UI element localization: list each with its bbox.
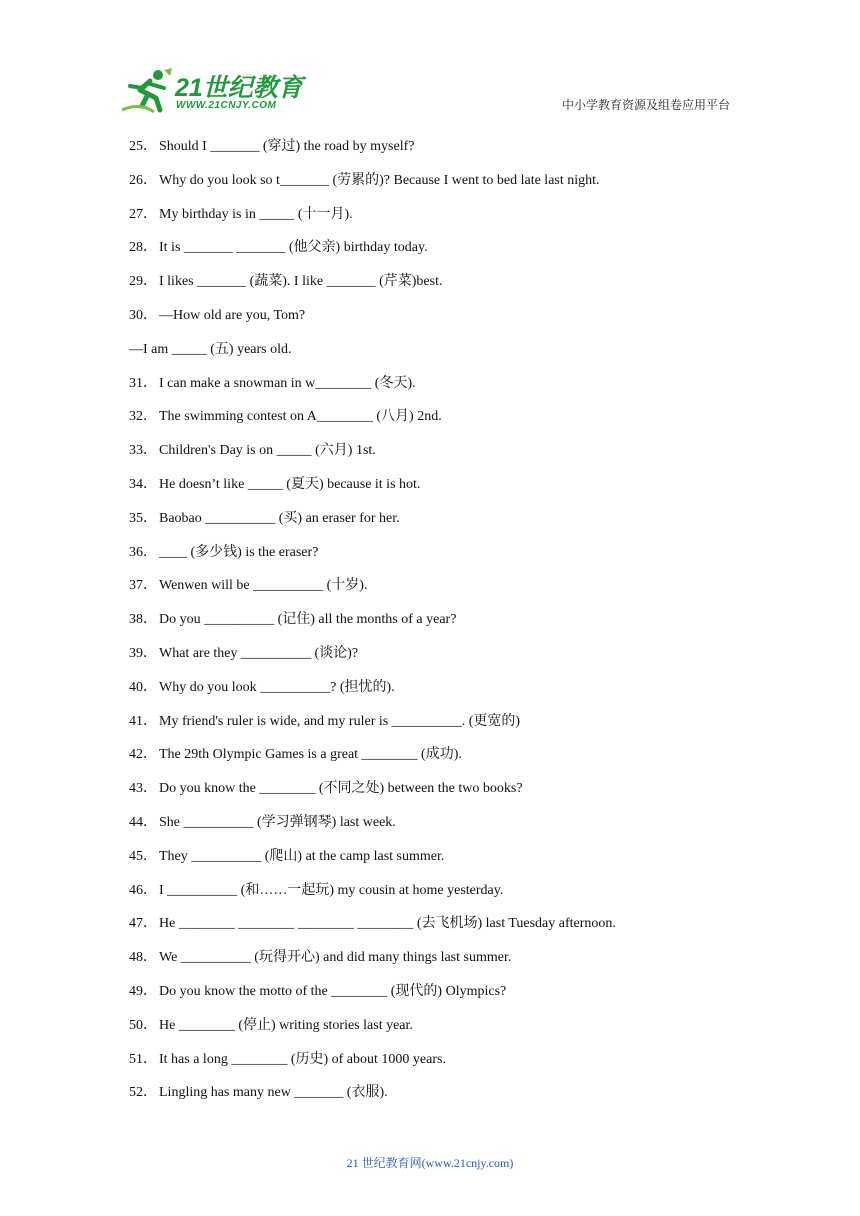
question-text: She __________ (学习弹钢琴) last week. [159,814,396,830]
question-list [129,137,749,1117]
question-item [129,475,749,509]
question-item [129,205,749,239]
site-logo[interactable] [120,66,303,116]
question-text: Should I _______ (穿过) the road by myself? [159,139,415,154]
question-item [129,745,749,779]
question-text: —I am _____ (五) years old. [129,341,292,357]
question-item [129,712,749,746]
question-number: 37． [129,578,157,594]
question-number: 29． [129,274,157,290]
question-number: 49． [129,983,157,999]
question-item [129,847,749,881]
question-text: I __________ (和……一起玩) my cousin at home yesterday. [159,882,504,898]
question-number: 30． [129,307,157,323]
question-text: What are they __________ (谈论)? [159,645,359,661]
question-item [129,813,749,847]
question-text: It has a long ________ (历史) of about 1000 years. [159,1051,446,1067]
question-text: He ________ (停止) writing stories last year. [159,1017,413,1033]
question-number: 47． [129,916,157,932]
question-text: We __________ (玩得开心) and did many things last summer. [159,950,512,966]
question-number: 48． [129,950,157,966]
question-item [129,374,749,408]
question-item [129,982,749,1016]
question-item [129,914,749,948]
question-item [129,1083,749,1117]
question-number: 34． [129,476,157,492]
question-number: 50． [129,1017,157,1033]
logo-url: WWW.21CNJY.COM [176,100,277,111]
question-number: 33． [129,443,157,459]
question-number: 28． [129,240,157,256]
question-item [129,576,749,610]
question-item [129,441,749,475]
question-text: Children's Day is on _____ (六月) 1st. [159,443,376,459]
question-number: 41． [129,713,157,729]
platform-tagline: 中小学教育资源及组卷应用平台 [561,98,730,112]
question-number: 26． [129,172,157,188]
question-item [129,272,749,306]
question-item [129,238,749,272]
question-number: 45． [129,848,157,864]
page-header [0,0,860,120]
question-text: He ________ ________ ________ ________ (去飞机场) last Tuesday afternoon. [159,916,616,932]
question-text: It is _______ _______ (他父亲) birthday today. [159,240,428,256]
question-text: I likes _______ (蔬菜). I like _______ (芹菜)best. [159,274,443,290]
footer-link[interactable]: 21 世纪教育网(www.21cnjy.com) [346,1156,514,1170]
question-text: Baobao __________ (买) an eraser for her. [159,510,400,526]
question-item [129,678,749,712]
question-text: The swimming contest on A________ (八月) 2nd. [159,409,442,425]
question-item [129,948,749,982]
question-number: 46． [129,882,157,898]
question-item [129,1050,749,1084]
question-text: He doesn’t like _____ (夏天) because it is hot. [159,476,421,492]
question-text: ____ (多少钱) is the eraser? [159,544,319,560]
question-number: 38． [129,612,157,628]
question-item [129,407,749,441]
question-text: Why do you look __________? (担忧的). [159,679,395,695]
question-item [129,543,749,577]
question-text: —How old are you, Tom? [159,307,306,323]
question-number: 52． [129,1085,157,1101]
question-item [129,306,749,340]
question-number: 35． [129,510,157,526]
question-text: Do you __________ (记住) all the months of a year? [159,612,457,628]
question-item [129,610,749,644]
question-text: Why do you look so t_______ (劳累的)? Because I went to bed late last night. [159,172,600,188]
question-text: Do you know the ________ (不同之处) between the two books? [159,781,523,797]
question-text: I can make a snowman in w________ (冬天). [159,375,416,391]
question-item [129,1016,749,1050]
question-item [129,881,749,915]
question-number: 31． [129,375,157,391]
question-number: 32． [129,409,157,425]
question-text: The 29th Olympic Games is a great ________ (成功). [159,747,462,763]
question-text: Do you know the motto of the ________ (现代的) Olympics? [159,983,507,999]
question-text: Wenwen will be __________ (十岁). [159,578,368,594]
question-number: 39． [129,645,157,661]
question-number: 27． [129,206,157,222]
question-number: 43． [129,781,157,797]
question-text: My friend's ruler is wide, and my ruler is __________. (更宽的) [159,713,521,729]
question-number: 25． [129,139,157,154]
question-number: 42． [129,747,157,763]
runner-logo-icon [120,66,176,116]
question-item [129,779,749,813]
question-text: Lingling has many new _______ (衣服). [159,1085,388,1101]
question-number: 40． [129,679,157,695]
logo-wordmark: 21世纪教育 [175,74,303,102]
question-item [129,171,749,205]
question-item [129,644,749,678]
question-text: My birthday is in _____ (十一月). [159,206,353,222]
question-text: They __________ (爬山) at the camp last summer. [159,848,445,864]
question-number: 51． [129,1051,157,1067]
question-number: 36． [129,544,157,560]
question-item [129,340,749,374]
question-item [129,509,749,543]
question-item [129,137,749,171]
question-number: 44． [129,814,157,830]
